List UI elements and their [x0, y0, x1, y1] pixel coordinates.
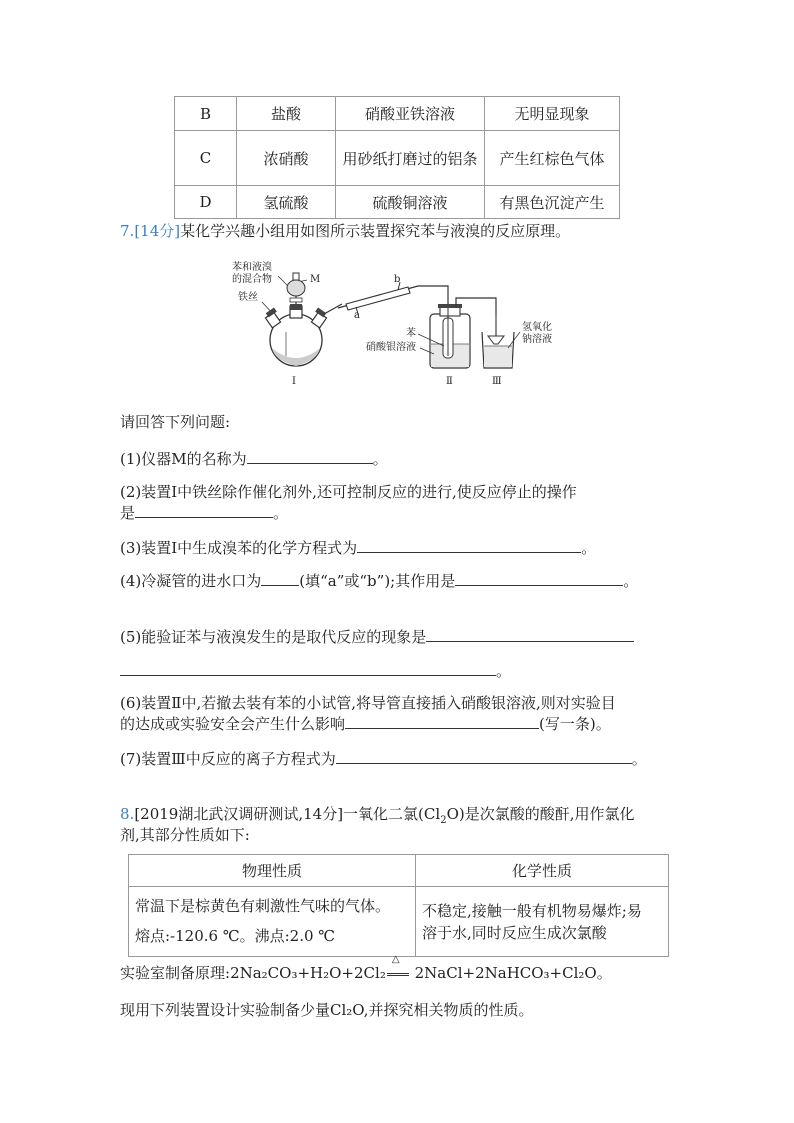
sub-question-5-line2 [120, 660, 511, 681]
question-number: 8. [120, 805, 135, 823]
sub-question-1 [120, 448, 388, 469]
answer-blank[interactable] [120, 661, 496, 676]
chemical-line: 不稳定,接触一般有机物易爆炸;易 [422, 901, 642, 920]
punctuation: 。 [496, 662, 512, 680]
sub-question-6-line1: (6)装置Ⅱ中,若撤去装有苯的小试管,将导管直接插入硝酸银溶液,则对实验目 [120, 694, 616, 712]
question-text: 的达成或实验安全会产生什么影响 [120, 715, 346, 733]
punctuation: 。 [581, 539, 597, 557]
label-mixture-2: 的混合物 [232, 274, 272, 285]
answer-blank[interactable] [336, 749, 632, 764]
sub-question-4 [120, 570, 638, 591]
reaction-condition [386, 954, 410, 982]
prompt-text: 请回答下列问题: [120, 413, 231, 431]
subscript: 2 [440, 815, 447, 826]
label-II: Ⅱ [446, 376, 453, 387]
table-cell: 硝酸亚铁溶液 [336, 97, 485, 131]
label-benzene: 苯 [406, 328, 416, 339]
physical-line: 熔点:-120.6 ℃。沸点:2.0 ℃ [135, 927, 336, 945]
label-naoh-1: 氢氧化 [522, 322, 552, 333]
question-text: (5)能验证苯与液溴发生的是取代反应的现象是 [120, 628, 427, 646]
question-score: [14分] [134, 222, 181, 240]
answer-blank[interactable] [345, 714, 539, 729]
sub-question-3 [120, 537, 596, 558]
label-a: a [354, 310, 360, 321]
table-cell: 有黑色沉淀产生 [485, 186, 620, 219]
sub-question-5 [120, 626, 634, 647]
label-iron-wire: 铁丝 [238, 292, 258, 303]
header-chemical: 化学性质 [416, 855, 669, 887]
chemical-line: 溶于水,同时反应生成次氯酸 [422, 923, 607, 942]
answer-blank[interactable] [261, 571, 299, 586]
physical-properties-cell [129, 887, 416, 957]
table-cell: 无明显现象 [485, 97, 620, 131]
answer-blank[interactable] [357, 538, 581, 553]
label-b: b [394, 274, 401, 285]
table-cell: 浓硝酸 [237, 131, 336, 186]
beaker-III [482, 314, 514, 368]
question-text: (7)装置Ⅲ中反应的离子方程式为 [120, 750, 336, 768]
final-line: 现用下列装置设计实验制备少量Cl₂O,并探究相关物质的性质。 [120, 1001, 534, 1019]
equation-left: 2Na₂CO₃+H₂O+2Cl₂ [230, 964, 386, 982]
sub-question-2-line1: (2)装置Ⅰ中铁丝除作催化剂外,还可控制反应的进行,使反应停止的操作 [120, 483, 577, 501]
punctuation: 。 [372, 450, 388, 468]
question-text: (填“a”或“b”);其作用是 [299, 572, 456, 590]
question-text: (写一条)。 [539, 715, 611, 733]
apparatus-diagram [220, 252, 590, 392]
answer-blank[interactable] [135, 503, 273, 518]
header-physical: 物理性质 [129, 855, 416, 887]
punctuation: 。 [623, 572, 639, 590]
properties-table [128, 854, 669, 957]
reagent-table [174, 96, 620, 219]
question-text: (3)装置Ⅰ中生成溴苯的化学方程式为 [120, 539, 358, 557]
table-cell: C [175, 131, 237, 186]
question-8-stem-line1 [120, 803, 634, 826]
table-row [129, 887, 669, 957]
table-cell: 硫酸铜溶液 [336, 186, 485, 219]
label-I: Ⅰ [292, 376, 296, 387]
question-text: (1)仪器M的名称为 [120, 450, 247, 468]
answer-blank[interactable] [426, 627, 634, 642]
question-text: 是 [120, 504, 136, 522]
question-8-stem-line2: 剂,其部分性质如下: [120, 826, 250, 844]
answer-blank[interactable] [455, 571, 623, 586]
table-cell: 产生红棕色气体 [485, 131, 620, 186]
three-neck-flask [265, 304, 342, 366]
question-text: 实验室制备原理: [120, 964, 231, 982]
physical-line: 常温下是棕黄色有刺激性气味的气体。 [135, 897, 391, 915]
label-III: Ⅲ [492, 376, 502, 387]
table-cell: D [175, 186, 237, 219]
question-text: (4)冷凝管的进水口为 [120, 572, 262, 590]
table-cell: 用砂纸打磨过的铝条 [336, 131, 485, 186]
table-row [175, 186, 620, 219]
question-text: 某化学兴趣小组用如图所示装置探究苯与液溴的反应原理。 [180, 222, 571, 240]
table-row [175, 131, 620, 186]
table-row [175, 97, 620, 131]
preparation-principle [120, 954, 612, 983]
heat-symbol: △ [391, 954, 400, 965]
sub-question-7 [120, 748, 647, 769]
label-silver-nitrate: 硝酸银溶液 [366, 342, 416, 353]
sub-question-2-line2 [120, 502, 288, 523]
punctuation: 。 [631, 750, 647, 768]
punctuation: 。 [273, 504, 289, 522]
equation-right: 2NaCl+2NaHCO₃+Cl₂O。 [414, 964, 612, 982]
table-cell: B [175, 97, 237, 131]
question-7-stem [120, 220, 570, 241]
label-mixture-1: 苯和液溴 [232, 262, 272, 273]
table-header-row [129, 855, 669, 887]
question-text: O)是次氯酸的酸酐,用作氯化 [446, 805, 635, 823]
sub-question-6-line2 [120, 713, 611, 734]
question-number: 7. [120, 222, 135, 240]
condenser [338, 282, 418, 314]
label-naoh-2: 钠溶液 [522, 334, 552, 345]
answer-blank[interactable] [247, 449, 373, 464]
table-cell: 盐酸 [237, 97, 336, 131]
chemical-properties-cell [416, 887, 669, 957]
table-cell: 氢硫酸 [237, 186, 336, 219]
question-text: [2019湖北武汉调研测试,14分]一氧化二氯(Cl [134, 805, 441, 823]
label-M: M [310, 274, 321, 285]
